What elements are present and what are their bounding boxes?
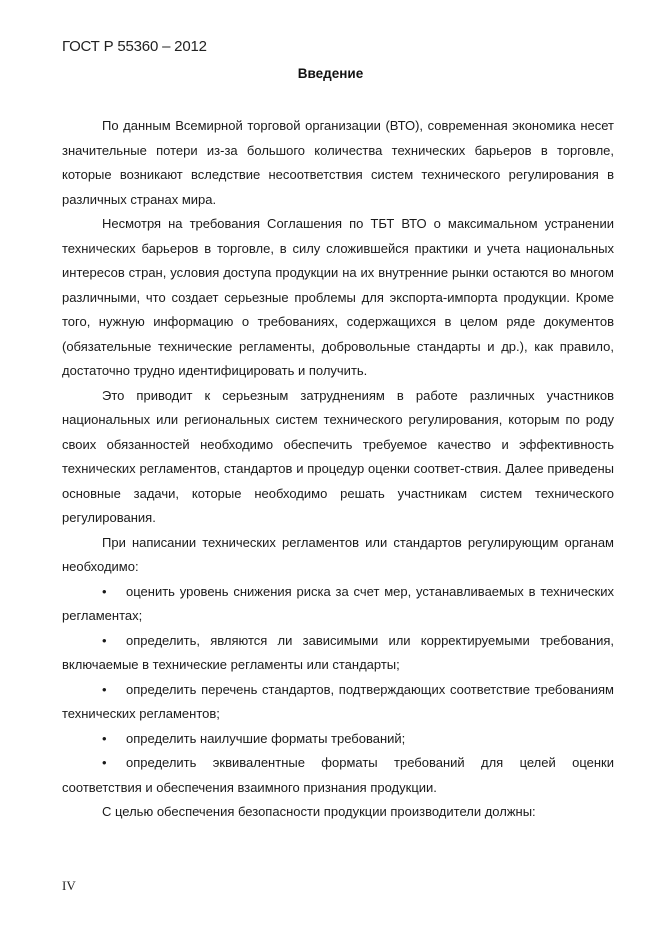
bullet-text: определить перечень стандартов, подтверждающих соответствие требованиям технических регламентов; <box>62 681 614 721</box>
bullet-text: определить наилучшие форматы требований; <box>126 730 406 746</box>
bullet-item <box>62 580 614 629</box>
paragraph-3: Это приводит к серьезным затруднениям в работе различных участников национальных или региональных систем технического регулирования, которым по роду своих обязанностей необходимо обеспечить требуемое качество и эффективность технических регламентов, стандартов и процедур оценки соответ-ствия. Далее приведены основные задачи, которые необходимо решать участникам систем технического регулирования. <box>62 387 614 525</box>
bullet-icon: • <box>102 681 107 697</box>
section-title: Введение <box>297 66 364 81</box>
bullet-text: оценить уровень снижения риска за счет мер, устанавливаемых в технических регламентах; <box>62 583 614 623</box>
bullet-item <box>62 727 614 752</box>
paragraph-2: Несмотря на требования Соглашения по ТБТ ВТО о максимальном устранении технических барьеров в торговле, в силу сложившейся практики и учета национальных интересов стран, условия доступа продукции на их внутренние рынки остаются во многом различными, что создает серьезные проблемы для экспорта-импорта продукции. Кроме того, нужную информацию о требованиях, содержащихся в целом ряде документов (обязательные технические регламенты, добровольные стандарты и др.), как правило, достаточно трудно идентифицировать и получить. <box>62 216 614 378</box>
bullet-item <box>62 751 614 800</box>
bullet-icon: • <box>102 755 107 770</box>
document-body <box>62 114 614 825</box>
bullet-text: определить эквивалентные форматы требований для целей оценки соответствия и обеспечения взаимного признания продукции. <box>62 755 614 795</box>
bullet-icon: • <box>102 730 107 746</box>
page-number: IV <box>62 878 76 893</box>
paragraph-1: По данным Всемирной торговой организации (ВТО), современная экономика несет значительные потери из-за большого количества технических барьеров в торговле, которые возникают вследствие несоответствия систем технического регулирования в различных странах мира. <box>62 118 614 207</box>
document-header: ГОСТ Р 55360 – 2012 <box>62 38 207 55</box>
bullet-item <box>62 678 614 727</box>
bullet-item <box>62 629 614 678</box>
paragraph-4: При написании технических регламентов или стандартов регулирующим органам необходимо: <box>62 534 614 574</box>
closing-paragraph: С целью обеспечения безопасности продукции производители должны: <box>102 804 536 819</box>
bullet-text: определить, являются ли зависимыми или корректируемыми требования, включаемые в технические регламенты или стандарты; <box>62 632 614 672</box>
bullet-icon: • <box>102 583 107 599</box>
bullet-icon: • <box>102 632 107 648</box>
